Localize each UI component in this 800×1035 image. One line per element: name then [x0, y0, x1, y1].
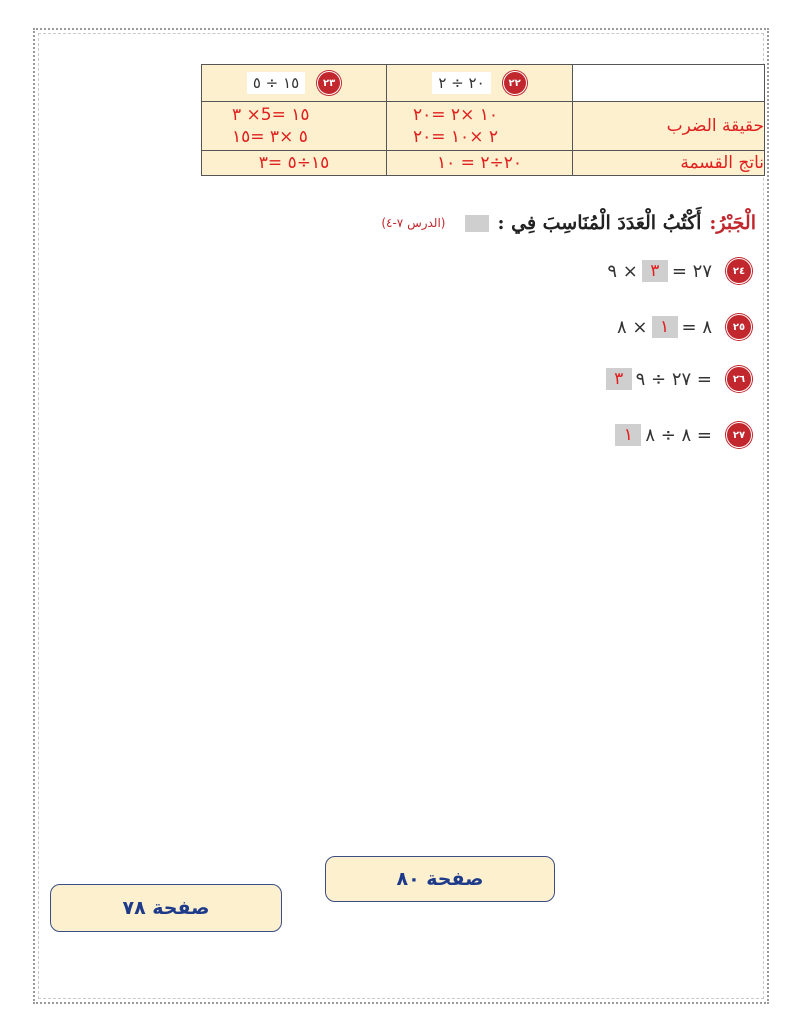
problem-22-text: ٢٠ ÷ ٢ [432, 72, 490, 94]
exercise-25-right: = ٨ [681, 316, 712, 338]
row-label-division: ناتج القسمة [573, 151, 765, 176]
problem-23-badge: ٢٣ [317, 71, 341, 95]
header-cell-22 [387, 65, 573, 102]
exercise-25-left: ٨ × [617, 316, 648, 338]
header-cell-23 [202, 65, 387, 102]
lesson-reference: (الدرس ٧-٤) [381, 216, 446, 230]
exercise-25-answer[interactable]: ١ [652, 316, 678, 338]
mult-fact-23-line2: ٥ ×٣ =١٥ [232, 127, 308, 147]
mult-cell-23 [202, 102, 387, 151]
exercise-26-equation [606, 368, 712, 390]
exercise-26-left: ٢٧ ÷ ٩ = [635, 368, 712, 390]
mult-cell-22 [387, 102, 573, 151]
heading-algebra: الْجَبْرُ: [709, 212, 756, 234]
exercise-24-answer[interactable]: ٣ [642, 260, 668, 282]
exercise-27 [615, 422, 752, 448]
table-header-row [202, 65, 765, 102]
page-label-80: صفحة ٨٠ [325, 856, 555, 902]
exercise-24-right: = ٢٧ [671, 260, 712, 282]
exercise-25-equation [617, 316, 712, 338]
exercise-24-equation [607, 260, 712, 282]
section-heading [381, 212, 756, 234]
page-border-inner [38, 33, 764, 999]
exercise-25-badge: ٢٥ [726, 314, 752, 340]
exercise-24-badge: ٢٤ [726, 258, 752, 284]
header-cell-empty [573, 65, 765, 102]
mult-fact-23-line1: ٣ ×5= ١٥ [232, 105, 310, 125]
row-label-multiplication: حقيقة الضرب [573, 102, 765, 151]
exercise-27-badge: ٢٧ [726, 422, 752, 448]
exercise-25 [617, 314, 752, 340]
problem-22-badge: ٢٢ [503, 71, 527, 95]
table-row-division [202, 151, 765, 176]
facts-table [201, 64, 765, 176]
exercise-26-badge: ٢٦ [726, 366, 752, 392]
exercise-27-answer[interactable]: ١ [615, 424, 641, 446]
problem-23-text: ١٥ ÷ ٥ [247, 72, 305, 94]
div-cell-22: ٢٠÷٢ = ١٠ [387, 151, 573, 176]
blank-box-sample [465, 215, 489, 232]
heading-instruction: أَكْتُبُ الْعَدَدَ الْمُنَاسِبَ فِي : [497, 212, 702, 234]
div-cell-23: ١٥÷٥ =٣ [202, 151, 387, 176]
mult-fact-22-line1: ١٠ ×٢ =٢٠ [413, 105, 498, 125]
mult-fact-22-line2: ٢ ×١٠ =٢٠ [413, 127, 498, 147]
exercise-27-equation [615, 424, 712, 446]
page-label-78: صفحة ٧٨ [50, 884, 282, 932]
table-row-multiplication [202, 102, 765, 151]
exercise-27-left: ٨ ÷ ٨ = [645, 424, 712, 446]
exercise-26 [606, 366, 752, 392]
exercise-24-left: ٩ × [607, 260, 638, 282]
exercise-24 [607, 258, 752, 284]
exercise-26-answer[interactable]: ٣ [606, 368, 632, 390]
